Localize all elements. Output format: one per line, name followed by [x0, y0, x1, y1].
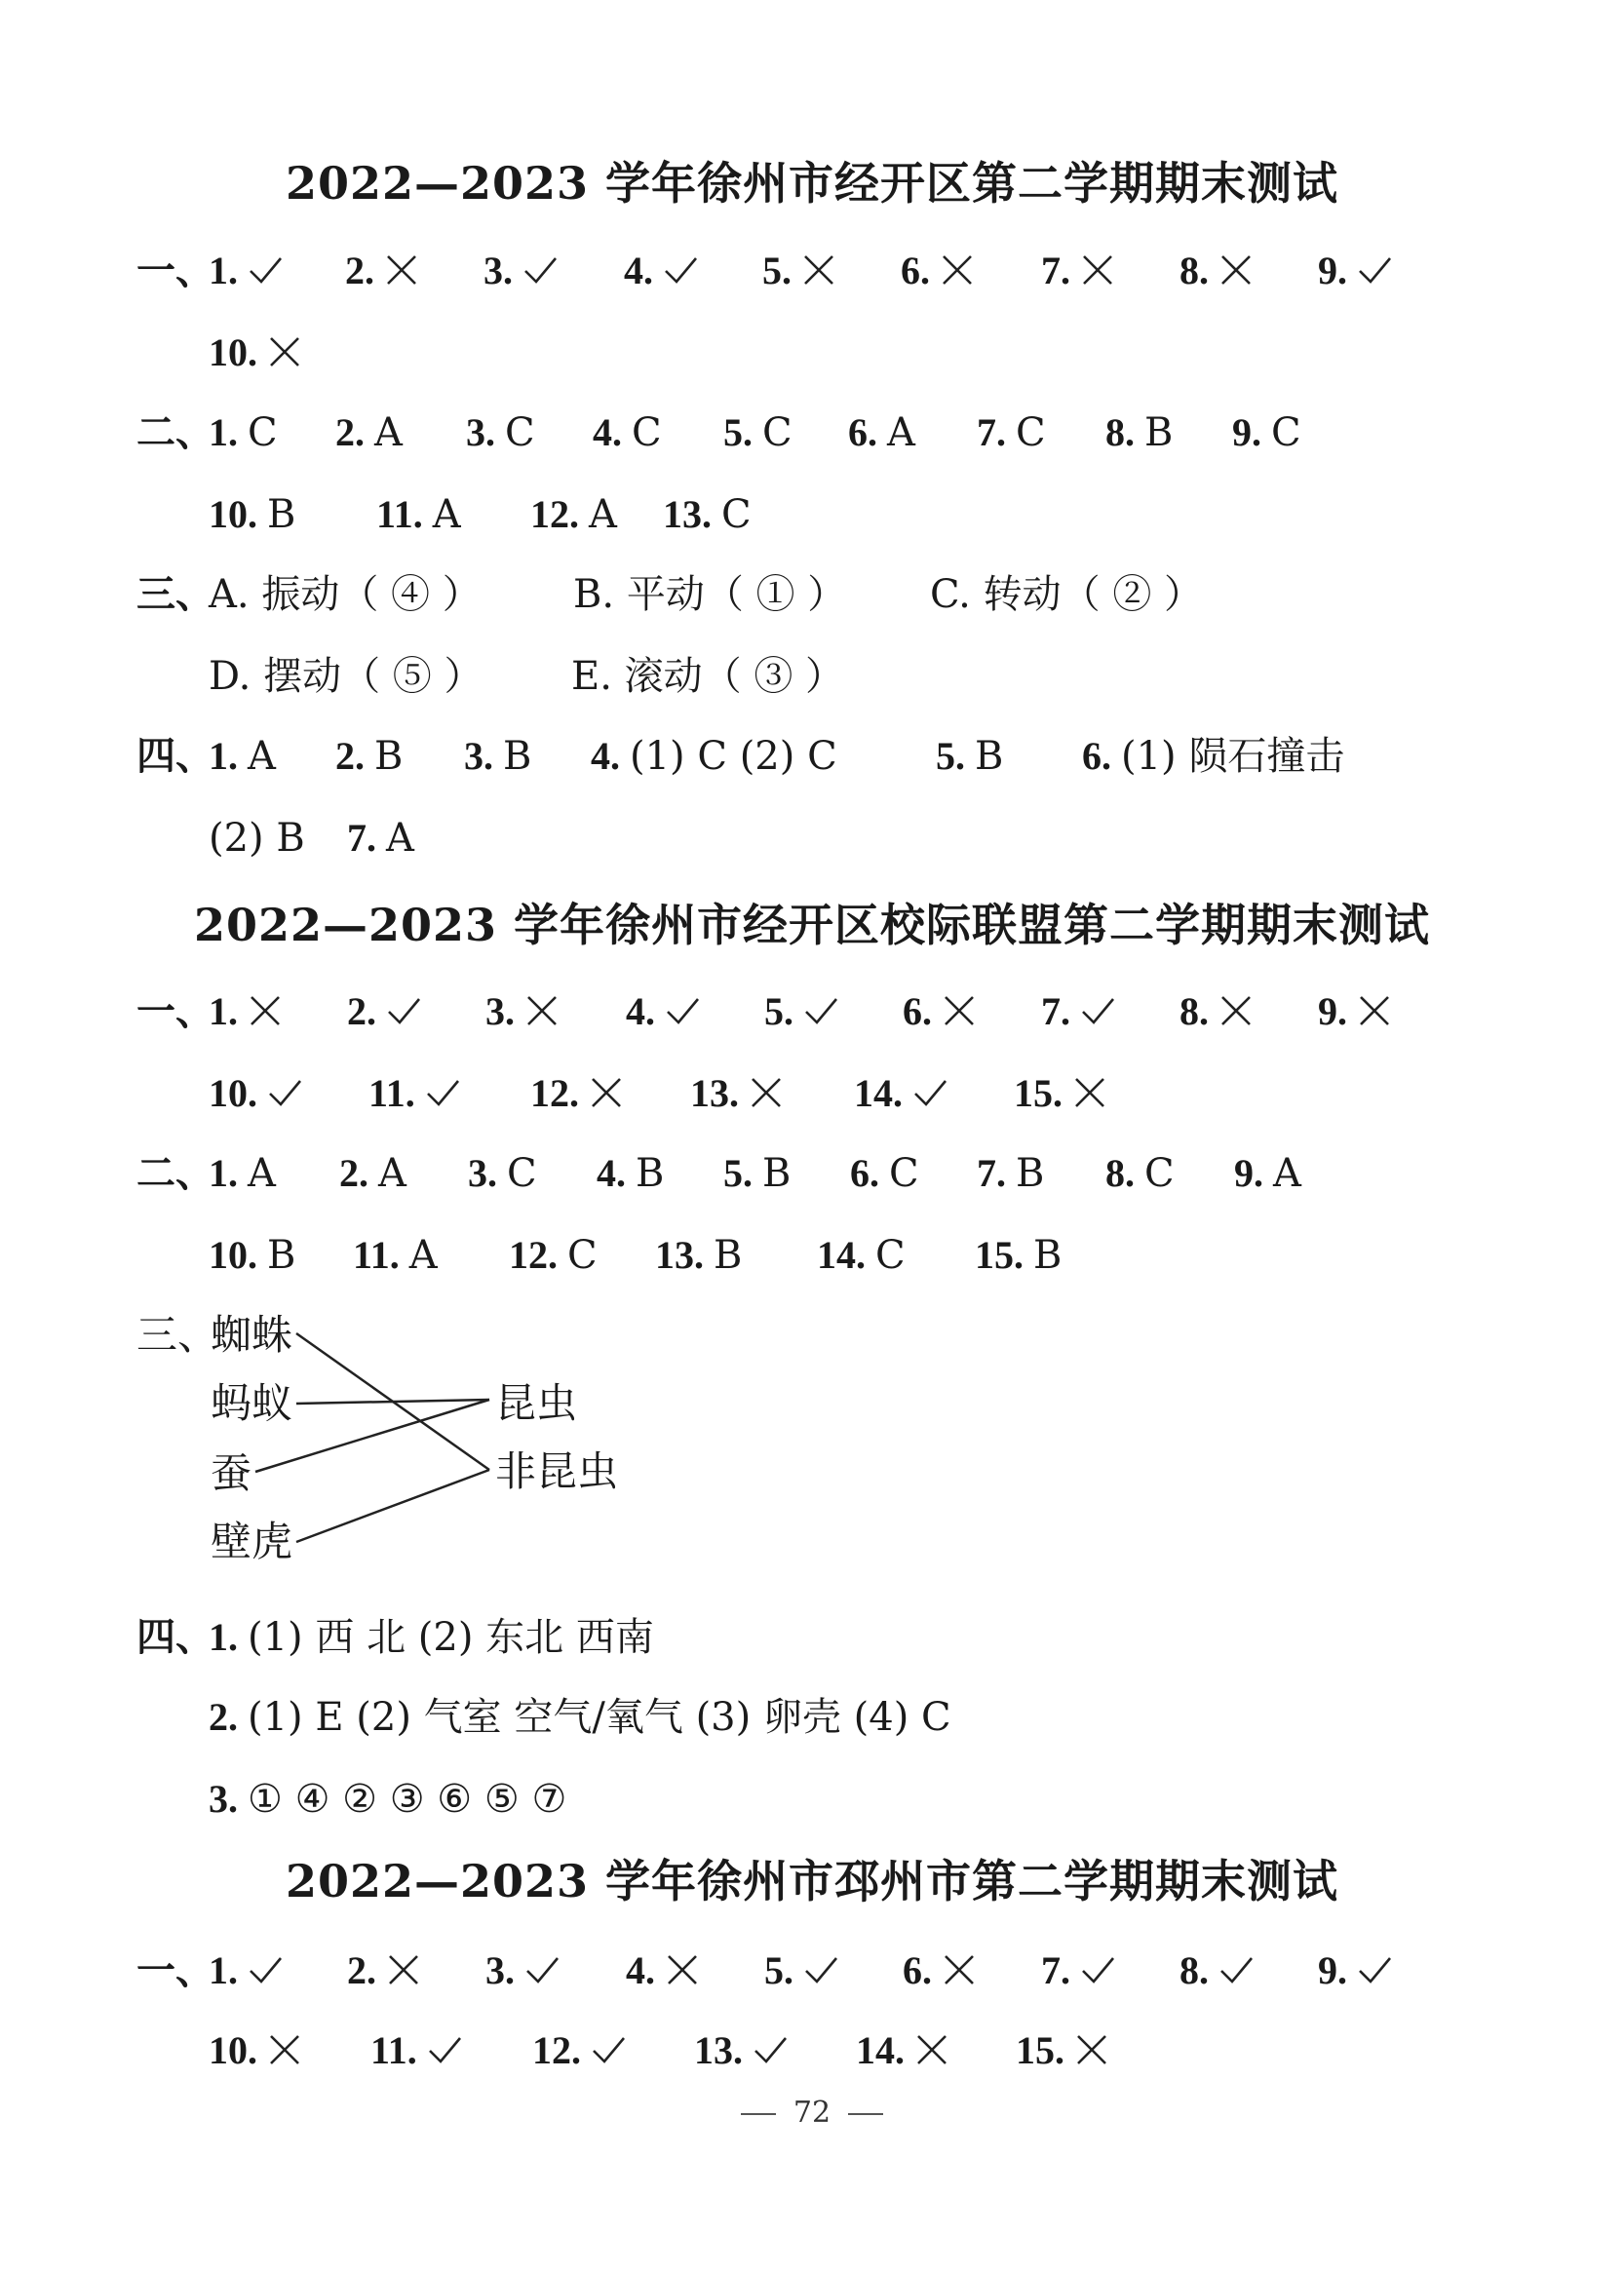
answer-text: (2) B: [209, 816, 305, 861]
question-number: 12.: [530, 492, 579, 536]
matching-right-item: 昆虫: [495, 1379, 578, 1427]
question-number: 10.: [209, 492, 257, 536]
question-number: 7.: [977, 410, 1006, 454]
question-number: 11.: [353, 1233, 400, 1277]
question-group-prefix: 四、: [136, 734, 214, 778]
answer-text: C. 转动（ ② ）: [930, 572, 1204, 617]
question-number: 4.: [624, 249, 653, 292]
page-number: 72: [793, 2096, 831, 2130]
answer-text: B: [975, 734, 1004, 779]
question-number: 14.: [856, 2028, 905, 2072]
question-number: 9.: [1234, 1151, 1263, 1195]
question-number: 6.: [1082, 734, 1111, 778]
answer-text: A: [432, 492, 461, 537]
question-number: 5.: [764, 989, 793, 1033]
question-number: 10.: [209, 1071, 257, 1115]
question-number: 5.: [764, 1948, 793, 1992]
question-number: 2.: [347, 1948, 376, 1992]
answer-text: B: [267, 492, 296, 537]
question-number: 11.: [370, 2028, 417, 2072]
question-number: 6.: [903, 1948, 932, 1992]
question-number: 9.: [1318, 249, 1347, 292]
question-number: 2.: [339, 1151, 368, 1195]
matching-left-item: 蜘蛛: [211, 1311, 293, 1359]
question-number: 1.: [209, 734, 238, 778]
question-number: 1.: [209, 1948, 238, 1992]
question-number: 7.: [1041, 989, 1070, 1033]
answer-text: C: [507, 1151, 537, 1196]
question-number: 2.: [345, 249, 374, 292]
question-number: 13.: [694, 2028, 743, 2072]
question-number: 2.: [335, 734, 365, 778]
question-number: 15.: [1014, 1071, 1063, 1115]
answer-text: A. 振动（ ④ ）: [209, 572, 482, 617]
answer-text: B: [1033, 1233, 1063, 1278]
question-number: 4.: [591, 734, 620, 778]
question-number: 8.: [1105, 1151, 1135, 1195]
question-number: 3.: [485, 1948, 515, 1992]
answer-text: C: [889, 1151, 919, 1196]
answer-text: B: [1144, 410, 1174, 455]
answer-text: C: [505, 410, 535, 455]
answer-text: C: [248, 410, 278, 455]
question-group-prefix: 一、: [136, 1948, 214, 1992]
question-group-prefix: 二、: [136, 1151, 214, 1195]
question-number: 14.: [854, 1071, 903, 1115]
question-number: 3.: [483, 249, 513, 292]
question-number: 6.: [848, 410, 877, 454]
question-group-prefix: 三、: [136, 572, 214, 616]
answer-text: C: [1016, 410, 1046, 455]
question-number: 10.: [209, 2028, 257, 2072]
question-number: 9.: [1318, 1948, 1347, 1992]
question-number: 3.: [209, 1777, 238, 1821]
question-number: 2.: [347, 989, 376, 1033]
question-number: 15.: [1016, 2028, 1064, 2072]
question-number: 6.: [850, 1151, 879, 1195]
answer-text: C: [1271, 410, 1301, 455]
section-title-2: 2022—2023 学年徐州市经开区校际联盟第二学期期末测试: [193, 899, 1431, 951]
answer-text: A: [386, 816, 414, 861]
question-number: 7.: [977, 1151, 1006, 1195]
question-number: 10.: [209, 1233, 257, 1277]
section-title-3: 2022—2023 学年徐州市邳州市第二学期期末测试: [285, 1855, 1339, 1907]
question-number: 1.: [209, 1615, 238, 1659]
answer-text: E. 滚动（ ③ ）: [571, 654, 845, 699]
question-number: 7.: [347, 816, 376, 860]
question-number: 2.: [209, 1695, 238, 1739]
question-number: 6.: [903, 989, 932, 1033]
question-number: 1.: [209, 989, 238, 1033]
answer-text: C: [875, 1233, 906, 1278]
answer-text: A: [887, 410, 915, 455]
question-number: 5.: [936, 734, 965, 778]
answer-text: B: [714, 1233, 743, 1278]
question-number: 11.: [376, 492, 423, 536]
question-group-prefix: 四、: [136, 1615, 214, 1659]
question-number: 1.: [209, 249, 238, 292]
footer-dash-right: [848, 2113, 883, 2115]
answer-text: (1) 陨石撞击: [1121, 734, 1345, 779]
question-number: 8.: [1179, 989, 1209, 1033]
answer-text: (1) C (2) C: [630, 734, 837, 779]
question-number: 9.: [1232, 410, 1261, 454]
matching-left-item: 壁虎: [211, 1518, 293, 1565]
question-number: 3.: [464, 734, 493, 778]
question-number: 1.: [209, 410, 238, 454]
section-title-1: 2022—2023 学年徐州市经开区第二学期期末测试: [285, 157, 1339, 210]
answer-text: ① ④ ② ③ ⑥ ⑤ ⑦: [248, 1777, 567, 1822]
answer-text: B. 平动（ ① ）: [573, 572, 847, 617]
answer-text: A: [408, 1233, 438, 1278]
question-number: 14.: [817, 1233, 866, 1277]
answer-text: A: [378, 1151, 406, 1196]
question-number: 8.: [1179, 249, 1209, 292]
answer-text: C: [721, 492, 752, 537]
question-number: 1.: [209, 1151, 238, 1195]
answer-text: C: [762, 410, 793, 455]
question-number: 12.: [532, 2028, 581, 2072]
answer-text: C: [567, 1233, 598, 1278]
question-number: 6.: [901, 249, 930, 292]
answer-text: D. 摆动（ ⑤ ）: [209, 654, 483, 699]
question-number: 12.: [509, 1233, 558, 1277]
answer-text: B: [1016, 1151, 1045, 1196]
question-number: 4.: [593, 410, 622, 454]
answer-text: B: [762, 1151, 792, 1196]
answer-text: B: [503, 734, 532, 779]
page-footer: [0, 2094, 1624, 2133]
answer-text: C: [632, 410, 662, 455]
question-number: 3.: [466, 410, 495, 454]
question-group-prefix: 二、: [136, 410, 214, 454]
answer-text: B: [374, 734, 404, 779]
match-line-silkworm: [255, 1400, 489, 1472]
answer-text: (1) E (2) 气室 空气/氧气 (3) 卵壳 (4) C: [248, 1695, 951, 1740]
question-number: 5.: [762, 249, 792, 292]
question-number: 13.: [690, 1071, 739, 1115]
answer-text: C: [1144, 1151, 1175, 1196]
answer-text: B: [267, 1233, 296, 1278]
answer-text: A: [589, 492, 617, 537]
answer-text: (1) 西 北 (2) 东北 西南: [248, 1615, 654, 1660]
answer-text: A: [248, 1151, 276, 1196]
question-number: 7.: [1041, 249, 1070, 292]
question-number: 13.: [655, 1233, 704, 1277]
question-number: 2.: [335, 410, 365, 454]
question-number: 3.: [468, 1151, 497, 1195]
question-number: 5.: [723, 410, 753, 454]
question-number: 10.: [209, 330, 257, 374]
answer-text: B: [636, 1151, 665, 1196]
matching-right-item: 非昆虫: [495, 1447, 619, 1495]
question-group-prefix: 一、: [136, 249, 214, 292]
question-number: 4.: [626, 989, 655, 1033]
matching-left-item: 蚂蚁: [211, 1379, 293, 1427]
question-number: 4.: [626, 1948, 655, 1992]
question-number: 13.: [663, 492, 712, 536]
question-number: 4.: [597, 1151, 626, 1195]
question-number: 8.: [1179, 1948, 1209, 1992]
question-number: 9.: [1318, 989, 1347, 1033]
question-number: 12.: [530, 1071, 579, 1115]
matching-left-item: 蚕: [211, 1449, 252, 1497]
question-number: 11.: [368, 1071, 415, 1115]
question-group-prefix: 一、: [136, 989, 214, 1033]
footer-dash-left: [741, 2113, 776, 2115]
question-number: 15.: [975, 1233, 1024, 1277]
question-number: 8.: [1105, 410, 1135, 454]
answer-text: A: [1273, 1151, 1301, 1196]
answer-text: A: [248, 734, 276, 779]
question-number: 5.: [723, 1151, 753, 1195]
matching-prefix: 三、: [136, 1311, 219, 1359]
question-number: 3.: [485, 989, 515, 1033]
match-line-gecko: [296, 1470, 489, 1542]
answer-text: A: [374, 410, 403, 455]
question-number: 7.: [1041, 1948, 1070, 1992]
